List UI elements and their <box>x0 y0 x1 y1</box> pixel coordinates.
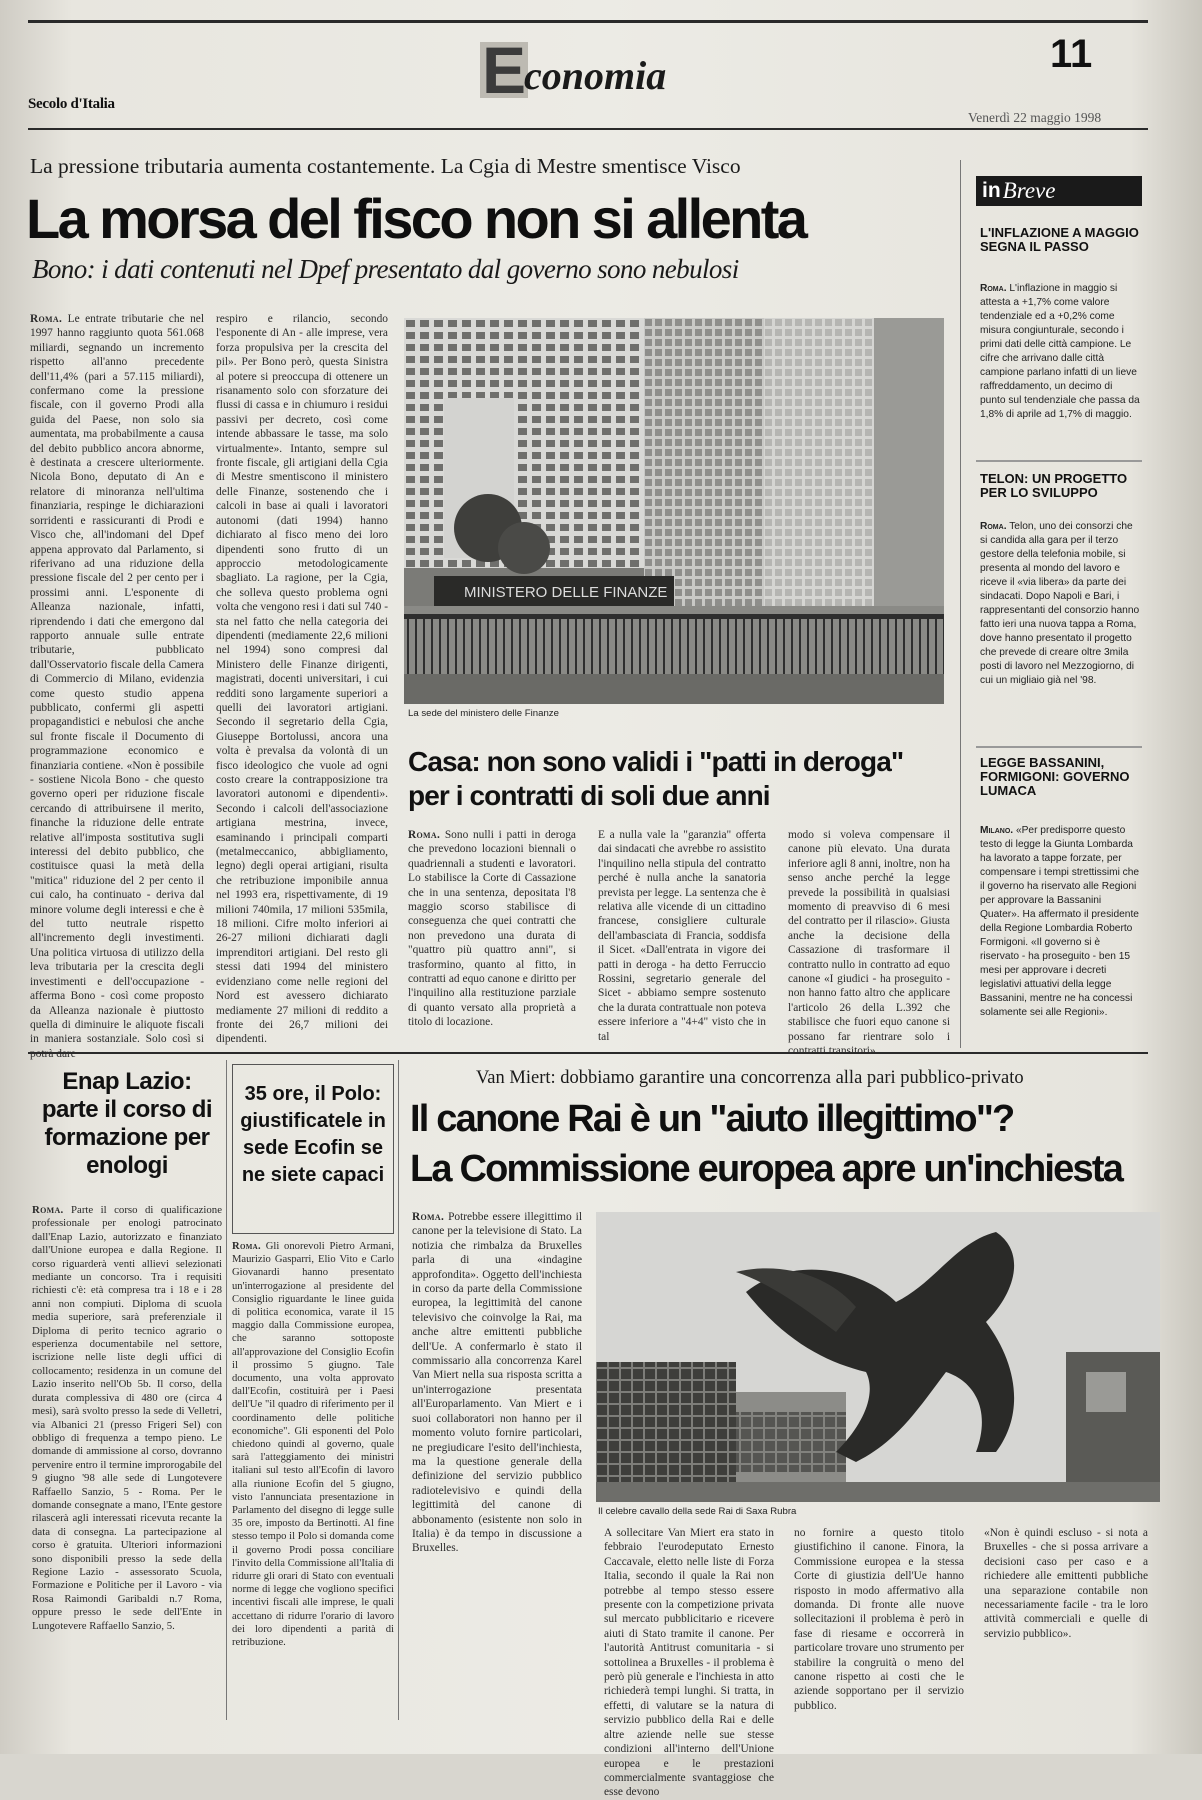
brief-3-text: «Per predisporre questo testo di legge la Giunta Lombarda ha lavorato a tappe forzate, per compensare i tempi strettissimi che il governo ha riservato alle Regioni per approvare la Bassanini Quater». Ha affermato il presidente della Regione Lombardia Roberto Formigoni. «Il governo si è riservato - ha proseguito - ben 15 mesi per approvare i decreti legislativi attuativi della legge Bassanini, mentre ne ha concessi solamente sei alle Regioni». <box>980 825 1140 1018</box>
rai-column-4 <box>984 1526 1148 1722</box>
section-initial: E <box>482 33 527 107</box>
brief-divider-2 <box>976 746 1142 748</box>
rai-text-2: A sollecitare Van Miert era stato in febbraio l'eurodeputato Ernesto Caccavale, eletto nelle liste di Forza Italia, secondo il quale la Rai non potrebbe al tempo stesso essere presente con la competizione privata sul mercato pubblicitario e ricevere aiuti di Stato tramite il canone. Per l'autorità Antitrust comunitaria - si sottolinea a Bruxelles - il problema è però più generale e l'inchiesta in atto richiederà tempi lunghi. Si tratta, in effetti, di valutare se la natura di servizio pubblico della Rai e delle altre aziende nelle sue stesse condizioni all'interno dell'Unione europea e le prestazioni commercialmente svantaggiose che esse devono <box>604 1527 774 1799</box>
brief-3-title: LEGGE BASSANINI, FORMIGONI: GOVERNO LUMACA <box>980 755 1130 798</box>
lead-text-1: Le entrate tributarie che nel 1997 hanno raggiunto quota 561.068 miliardi, segnando un incremento rispetto all'anno precedente dell'11,4% (pari a 57.115 miliardi), confermano come la pressione fiscale, con il governo Prodi alla guida del Paese, non solo sia aumentata, ma probabilmente a causa del debito pubblico ancora abnorme, è destinata a crescere ulteriormente. Nicola Bono, deputato di An e relatore di minoranza nell'ultima finanziaria, respinge le dichiarazioni sorridenti e rassicuranti di Prodi e Visco che, all'indomani del Dpef appena approvato dal Parlamento, si riferivano ad una riduzione della pressione fiscale del 2 per cento per i prossimi anni. L'esponente di Alleanza nazionale, infatti, riprendendo i dati che emergono dal rapporto annuale sulle entrate tributarie, pubblicato dall'Osservatorio fiscale della Camera di Commercio di Milano, evidenzia come questo studio appena pubblicato, confermi gli aspetti propagandistici e nebulosi che anche sul fronte fiscale il Documento di programmazione economico e finanziaria contiene. «Non è possibile - sostiene Nicola Bono - che questo governo operi per riduzione fiscale cercando di attribuirsene il merito, finanche la riduzione delle entrate relative all'imposta sostitutiva sugli interessi del debito pubblico, che costituisce quasi la metà della "mitica" riduzione del 2 per cento il cui calo, ha continuato - deriva dal minore volume degli interessi e che è del tutto neutrale rispetto all'incremento degli investimenti. Una politica virtuosa di utilizzo della leva tributaria per la crescita degli investimenti e dell'occupazione - afferma Bono - così come proposto da Alleanza nazionale è piuttosto quella di diminuire le aliquote fiscali in maniera sostanziale. Solo così si <box>30 313 204 1046</box>
rai-headline-1: Il canone Rai è un "aiuto illegittimo"? <box>410 1098 1014 1140</box>
paper-name: Secolo d'Italia <box>28 96 115 112</box>
rai-column-1 <box>412 1210 582 1555</box>
ministry-sign: MINISTERO DELLE FINANZE <box>464 584 668 601</box>
casa-text-1: Sono nulli i patti in deroga che prevedono locazioni biennali o quadriennali a studenti e lavoratori. Lo stabilisce la Corte di Cassazione che in una sentenza, depositata l'8 maggio scorso stabilisce di conseguenza che quei contratti che non prevedono una durata di "quattro più quattro anni", si trasformino, quanto al fitto, in contratti ad equo canone e diritto per l'inquilino alla restituzione parziale di quanto versato alla proprietà a titolo di locazione. <box>408 829 576 1029</box>
rai-column-2 <box>604 1526 774 1799</box>
section-rest: conomia <box>524 53 667 98</box>
horse-statue-illustration <box>596 1212 1160 1502</box>
enap-divider <box>226 1060 227 1720</box>
rai-building <box>596 1362 736 1502</box>
brief-2-dateline: Roma. <box>980 521 1007 532</box>
in-breve-breve: Breve <box>1002 178 1056 203</box>
lead-headline: La morsa del fisco non si allenta <box>26 187 806 250</box>
casa-text-2: E a nulla vale la "garanzia" offerta dai sindacati che avrebbe ro assistito l'inquilino nella stipula del contratto perché è nulla anche la sanatoria prevista per legge. La sentenza che è relativa alle vicende di un cittadino francese, consigliere culturale dell'ambasciata di Francia, soddisfa il Sicet. «Dall'entrata in vigore dei patti in deroga - ha detto Ferruccio Rossini, segretario generale del Sicet - abbiamo sempre sostenuto che la durata contrattuale non poteva essere inferiore a "4+4" visto che in tal <box>598 829 766 1043</box>
ecofin-divider <box>398 1060 399 1720</box>
section-title <box>480 33 667 107</box>
ecofin-dateline: Roma. <box>232 1241 261 1252</box>
rai-dateline: Roma. <box>412 1211 445 1223</box>
lead-subhead: Bono: i dati contenuti nel Dpef presentato dal governo sono nebulosi <box>32 254 739 284</box>
rai-headline-2: La Commissione europea apre un'inchiesta <box>410 1148 1123 1190</box>
fence <box>404 618 944 678</box>
sidebar-divider <box>960 160 961 1048</box>
ecofin-headline-box <box>232 1064 394 1234</box>
lead-text-2: respiro e rilancio, secondo l'esponente di An - alle imprese, vera forza propulsiva per la crescita del pil». Per Bono però, questa Sinistra al potere si preoccupa di ottenere un risanamento solo con sforzature dei flussi di cassa e in chiumuro i residui passivi per decreto, così come intende abbassare le tasse, ma solo virtualmente». Intanto, sempre sul fronte fiscale, gli artigiani della Cgia di Mestre smentiscono il ministero delle Finanze, sostenendo che i calcoli in base ai quali i lavoratori autonomi (dati 1994) hanno dichiarato al fisco meno dei loro dipendenti sono frutto di un approccio metodologicamente sbagliato. La ragione, per la Cgia, che solleva questo problema ogni volta che vengono resi i dati sul 740 - sta nel fatto che nella categoria dei dipendenti (mediamente 22,6 milioni nel 1994) sono compresi dal Ministero delle Finanze dirigenti, magistrati, docenti universitari, i cui redditi sono largamente superiori a quelli dei lavoratori artigiani. Secondo il segretario della Cgia, Giuseppe Bortolussi, ancora una volta è prevalsa da volontà di un fisco ideologico che vuole ad ogni costo creare la contrapposizione tra lavoratori autonomi e dipendenti». Secondo i calcoli dell'associazione artigiana mestrina, invece, esaminando i principali comparti (metalmeccanico, abbigliamento, legno) degli operai artigiani, risulta che retribuzione imponibile annua nel 1993 era, rispettivamente, di 19 milioni 740mila, 17 milioni 535mila, 18 milioni. Cifre molto inferiori ai 26-27 milioni dichiarati dagli imprenditori artigiani. Del resto gli stessi dati 1994 del ministero evidenziano come nelle regioni del Nord est avessero dichiarato mediamente 27 milioni di reddito a fronte dei 26,7 milioni dei dipendenti. <box>216 313 388 1046</box>
casa-column-2 <box>598 828 766 1042</box>
lead-kicker: La pressione tributaria aumenta costantemente. La Cgia di Mestre smentisce Visco <box>30 154 741 178</box>
casa-column-3 <box>788 828 950 1042</box>
photo-ministry-building <box>404 318 944 704</box>
page-number: 11 <box>1050 32 1093 76</box>
brief-2-text: Telon, uno dei consorzi che si candida alla gara per il terzo gestore della telefonia mobile, si presenta al mondo del lavoro e riceve il «via libera» da parte dei sindacati. Dopo Napoli e Bari, i rappresentanti del consorzio hanno fatto ieri una nuova tappa a Roma, dove hanno presentato il progetto che prevede di creare oltre 3mila posti di lavoro nel Mezzogiorno, di cui un migliaio già nel '98. <box>980 521 1140 686</box>
photo2-caption: Il celebre cavallo della sede Rai di Saxa Rubra <box>598 1506 797 1517</box>
ecofin-column <box>232 1240 394 1720</box>
ecofin-text: Gli onorevoli Pietro Armani, Maurizio Gasparri, Elio Vito e Carlo Giovanardi hanno presentato un'interrogazione al presidente del Consiglio riguardante le linee guida di politica economica, varate il 15 maggio dalla Commissione europea, che saranno sottoposte all'approvazione del Consiglio Ecofin il prossimo 5 giugno. Tale documento, una volta approvato dall'Ecofin, costituirà per i Paesi dell'Ue "il quadro di riferimento per il coordinamento delle politiche economiche". Gli esponenti del Polo chiedono quindi al governo, quale sarà l'atteggiamento dei ministri italiani sul testo all'Ecofin di lavoro alla riunione Ecofin del 5 giugno, visto l'annunciata presentazione in Parlamento del disegno di legge sulle 35 ore, imposto da Bertinotti. Al fine stesso tempo il Polo si domanda come il governo Prodi possa conciliare l'invito della Commissione all'Italia di ridurre gli orari di Stato con eventuali norme di legge che vogliono specifici incentivi fiscali alle imprese, le quali accettano di ridurre l'orario di lavoro dei loro dipendenti a parità di retribuzione. <box>232 1241 394 1649</box>
brief-1-body <box>980 282 1140 452</box>
casa-dateline: Roma. <box>408 829 441 841</box>
enap-column <box>32 1204 222 1724</box>
issue-date: Venerdì 22 maggio 1998 <box>968 110 1102 125</box>
lead-column-1 <box>30 312 204 1046</box>
brief-3-body <box>980 824 1140 1046</box>
rai-kicker: Van Miert: dobbiamo garantire una concorrenza alla pari pubblico-privato <box>476 1068 1024 1088</box>
brief-1-text: L'inflazione in maggio si attesta a +1,7% come valore tendenziale ed a +0,2% come misura congiunturale, secondo i primi dati delle città campione. Le cifre che arrivano dalle città campione parlano infatti di un lieve raffreddamento, un decimo di punto sul tendenziale che passa da 1,8% di aprile ad 1,7% di maggio. <box>980 283 1140 420</box>
casa-headline-1: Casa: non sono validi i "patti in deroga" <box>408 746 904 777</box>
enap-text: Parte il corso di qualificazione professionale per enologi patrocinato dall'Enap Lazio, autorizzato e finanziato dall'Unione europea e dalla Regione. Il corso riguarderà venti allievi selezionati mediante un concorso. Tra i requisiti richiesti c'è: età compresa tra i 18 e i 28 anni non compiuti. Diploma di scuola media superiore, sarà preferenziale il Diploma di perito tecnico agrario o esperienza documentabile nel settore, iscrizione nelle liste degli uffici di collocamento; residenza in un comune del Lazio inserito nell'Ob 5b. Il corso, della durata complessiva di 480 ore (circa 4 mesi), sarà svolto presso la sede di Velletri, via Albanici 21 (presso Frigeri Sel) con obbligo di frequenza a tempo pieno. Le domande di ammissione al corso, dovranno pervenire entro il termine improrogabile del 9 giugno '98 alle sede di Lungotevere Raffaello Sanzio, 5 - Roma. Per le domande consegnate a mano, l'Ente gestore rilascerà agli interessati ricevuta recante la data di consegna. La partecipazione al corso è gratuita. Ulteriori informazioni sono disponibili presso la sede della Regione Lazio - assessorato Scuola, Formazione e Politiche per il Lavoro - via Rosa Raimondi Garibaldi n.7 Roma, oppure presso le sede dell'Ente in Lungotevere Raffaello Sanzio, 5. <box>32 1204 222 1632</box>
enap-headline: Enap Lazio: parte il corso di formazione per enologi <box>41 1068 213 1179</box>
masthead-rule <box>28 128 1148 130</box>
brief-3-dateline: Milano. <box>980 825 1014 836</box>
lead-column-2 <box>216 312 388 1046</box>
lower-section-rule <box>28 1052 1148 1054</box>
casa-text-3: modo si voleva compensare il canone più elevato. Una durata inferiore agli 8 anni, inoltre, non ha senso anche perché la legge prevede la possibilità in qualsiasi momento di preavviso di 6 mesi del contratto per il rilascio». Giusta anche la decisione della Cassazione di trasformare il contratto nullo in contratto ad equo canone «I giudici - ha proseguito - non hanno fatto altro che applicare l'articolo 26 della L.392 che stabilisce che fuori equo canone si possano far rientrare solo i <box>788 829 950 1043</box>
enap-dateline: Roma. <box>32 1204 64 1216</box>
photo1-caption: La sede del ministero delle Finanze <box>408 708 559 719</box>
brief-divider-1 <box>976 460 1142 462</box>
casa-column-1 <box>408 828 576 1042</box>
ministry-building-illustration <box>404 318 944 704</box>
photo-rai-horse <box>596 1212 1160 1502</box>
ecofin-headline: 35 ore, il Polo: giustificatele in sede Ecofin se ne siete capaci <box>240 1083 386 1186</box>
rai-text-4: «Non è quindi escluso - si nota a Bruxelles - che si possa arrivare a decisioni caso per caso e a richiedere alle emittenti pubbliche una separazione contabile non necessariamente facile - tra le loro attività commerciali e quelle di servizio pubblico». <box>984 1527 1148 1640</box>
brief-2-body <box>980 520 1140 738</box>
rai-text-3: no fornire a questo titolo giustifichino il canone. Finora, la Commissione europea e la stessa Corte di giustizia dell'Ue hanno risposto in modo affermativo alla domanda. Di fronte alle nuove sollecitazioni il problema è però in fase di riesame e occorrerà in particolare trovare uno strumento per stabilire la congruità o meno del canone rispetto ai costi che le aziende sopportano per il servizio pubblico. <box>794 1527 964 1712</box>
in-breve-label <box>976 176 1142 206</box>
brief-2-title: TELON: UN PROGETTO PER LO SVILUPPO <box>980 471 1128 500</box>
rai-column-3 <box>794 1526 964 1722</box>
tower-left <box>644 318 764 608</box>
lead-dateline: Roma. <box>30 313 63 325</box>
brief-1-title: L'INFLAZIONE A MAGGIO SEGNA IL PASSO <box>980 225 1139 254</box>
top-rule <box>28 20 1148 23</box>
rai-text-1: Potrebbe essere illegittimo il canone per la televisione di Stato. La notizia che rimbalza da Bruxelles parla di una «indagine approfondita». Oggetto dell'inchiesta in corso da parte della Commissione europea, la legittimità del canone televisivo che coinvolge la Rai, ma anche altre emittenti pubbliche dell'Ue. A confermarlo è stato il commissario alla concorrenza Karel Van Miert nella sua risposta scritta a un'interrogazione presentata all'Europarlamento. Van Miert e i suoi collaboratori non hanno per il momento voluto fornire particolari, ne pregiudicare l'esito dell'inchiesta, ma la questione generale della definizione del servizio pubblico radiotelevisivo e quindi della legittimità del canone di abbonamento (esistente non solo in Italia) è da tempo in discussione a Bruxelles. <box>412 1211 582 1555</box>
brief-1-dateline: Roma. <box>980 283 1007 294</box>
in-breve-in: in <box>982 179 1001 202</box>
casa-headline-2: per i contratti di soli due anni <box>408 780 770 811</box>
